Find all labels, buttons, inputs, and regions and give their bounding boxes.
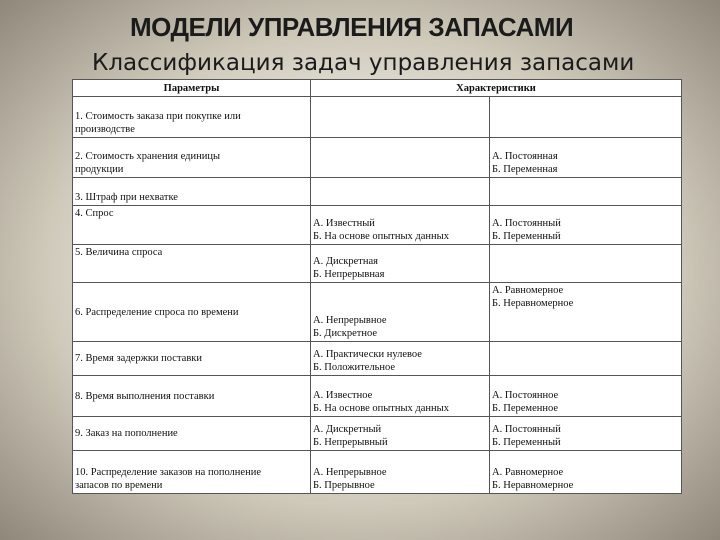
cell-text-line: Б. На основе опытных данных: [313, 402, 449, 414]
param-cell: [73, 137, 311, 178]
characteristic-b-cell: [490, 244, 682, 282]
cell-text-line: производстве: [75, 123, 135, 135]
table-row: [73, 206, 682, 244]
characteristic-b-cell: [490, 206, 682, 244]
cell-text-line: 10. Распределение заказов на пополнение: [75, 467, 261, 478]
param-cell: [73, 97, 311, 138]
param-cell: [73, 416, 311, 450]
cell-text-line: Б. Неравномерное: [492, 480, 574, 491]
param-cell: [73, 244, 311, 282]
cell-text-line: 5. Величина спроса: [75, 246, 163, 258]
header-params: Параметры: [73, 80, 311, 97]
cell-text-line: А. Дискретная: [313, 256, 378, 268]
table-row: [73, 376, 682, 417]
characteristic-b-cell: [490, 416, 682, 450]
param-cell: [73, 178, 311, 206]
cell-text-line: 6. Распределение спроса по времени: [75, 306, 239, 318]
table-row: [73, 244, 682, 282]
cell-text-line: Б. Неравномерное: [492, 298, 574, 310]
characteristic-a-cell: [311, 376, 490, 417]
cell-text-line: А. Равномерное: [492, 467, 564, 478]
cell-text-line: Б. Переменная: [492, 164, 558, 175]
characteristic-b-cell: [490, 178, 682, 206]
cell-text-line: А. Постоянная: [492, 151, 558, 162]
characteristic-a-cell: [311, 416, 490, 450]
characteristic-b-cell: [490, 97, 682, 138]
cell-text-line: 7. Время задержки поставки: [75, 353, 203, 365]
cell-text-line: 4. Спрос: [75, 208, 114, 220]
cell-text-line: А. Известный: [313, 217, 375, 229]
characteristic-a-cell: [311, 244, 490, 282]
cell-text-line: 3. Штраф при нехватке: [75, 192, 178, 204]
cell-text-line: Б. Положительное: [313, 362, 396, 374]
characteristic-a-cell: [311, 283, 490, 342]
characteristic-b-cell: [490, 342, 682, 376]
cell-text-line: Б. Дискретное: [313, 328, 377, 340]
characteristic-b-cell: [490, 137, 682, 178]
characteristic-a-cell: [311, 178, 490, 206]
characteristic-a-cell: [311, 97, 490, 138]
characteristic-a-cell: [311, 342, 490, 376]
cell-text-line: Б. Непрерывный: [313, 437, 388, 449]
cell-text-line: Б. Переменное: [492, 402, 559, 414]
cell-text-line: А. Равномерное: [492, 285, 564, 297]
cell-text-line: продукции: [75, 164, 124, 175]
cell-text-line: Б. Переменный: [492, 230, 561, 242]
cell-text-line: А. Непрерывное: [313, 315, 387, 327]
cell-text-line: А. Постоянное: [492, 389, 559, 401]
param-cell: [73, 342, 311, 376]
cell-text-line: запасов по времени: [75, 480, 163, 491]
table-row: [73, 178, 682, 206]
characteristic-a-cell: [311, 206, 490, 244]
table-row: [73, 451, 682, 494]
param-cell: [73, 376, 311, 417]
cell-text-line: Б. На основе опытных данных: [313, 230, 449, 242]
header-characteristics: Характеристики: [311, 80, 682, 97]
cell-text-line: 8. Время выполнения поставки: [75, 390, 215, 402]
cell-text-line: Б. Прерывное: [313, 480, 375, 491]
param-cell: [73, 451, 311, 494]
characteristic-a-cell: [311, 451, 490, 494]
cell-text-line: А. Непрерывное: [313, 467, 387, 478]
cell-text-line: А. Постоянный: [492, 217, 561, 229]
table-row: [73, 137, 682, 178]
cell-text-line: Б. Переменный: [492, 437, 561, 449]
cell-text-line: Б. Непрерывная: [313, 269, 385, 281]
param-cell: [73, 283, 311, 342]
cell-text-line: А. Практически нулевое: [313, 349, 422, 361]
table-row: [73, 97, 682, 138]
table-row: [73, 416, 682, 450]
cell-text-line: А. Дискретный: [313, 424, 382, 436]
classification-table: [72, 79, 682, 494]
slide-title: МОДЕЛИ УПРАВЛЕНИЯ ЗАПАСАМИ: [130, 12, 574, 42]
slide-subtitle: Классификация задач управления запасами: [92, 50, 635, 76]
characteristic-b-cell: [490, 376, 682, 417]
cell-text-line: А. Постоянный: [492, 424, 561, 436]
cell-text-line: А. Известное: [313, 389, 373, 401]
table-header-row: [73, 80, 682, 97]
characteristic-a-cell: [311, 137, 490, 178]
cell-text-line: 9. Заказ на пополнение: [75, 428, 178, 440]
table-row: [73, 342, 682, 376]
characteristic-b-cell: [490, 451, 682, 494]
cell-text-line: 1. Стоимость заказа при покупке или: [75, 110, 241, 122]
table-row: [73, 283, 682, 342]
characteristic-b-cell: [490, 283, 682, 342]
param-cell: [73, 206, 311, 244]
cell-text-line: 2. Стоимость хранения единицы: [75, 151, 221, 162]
